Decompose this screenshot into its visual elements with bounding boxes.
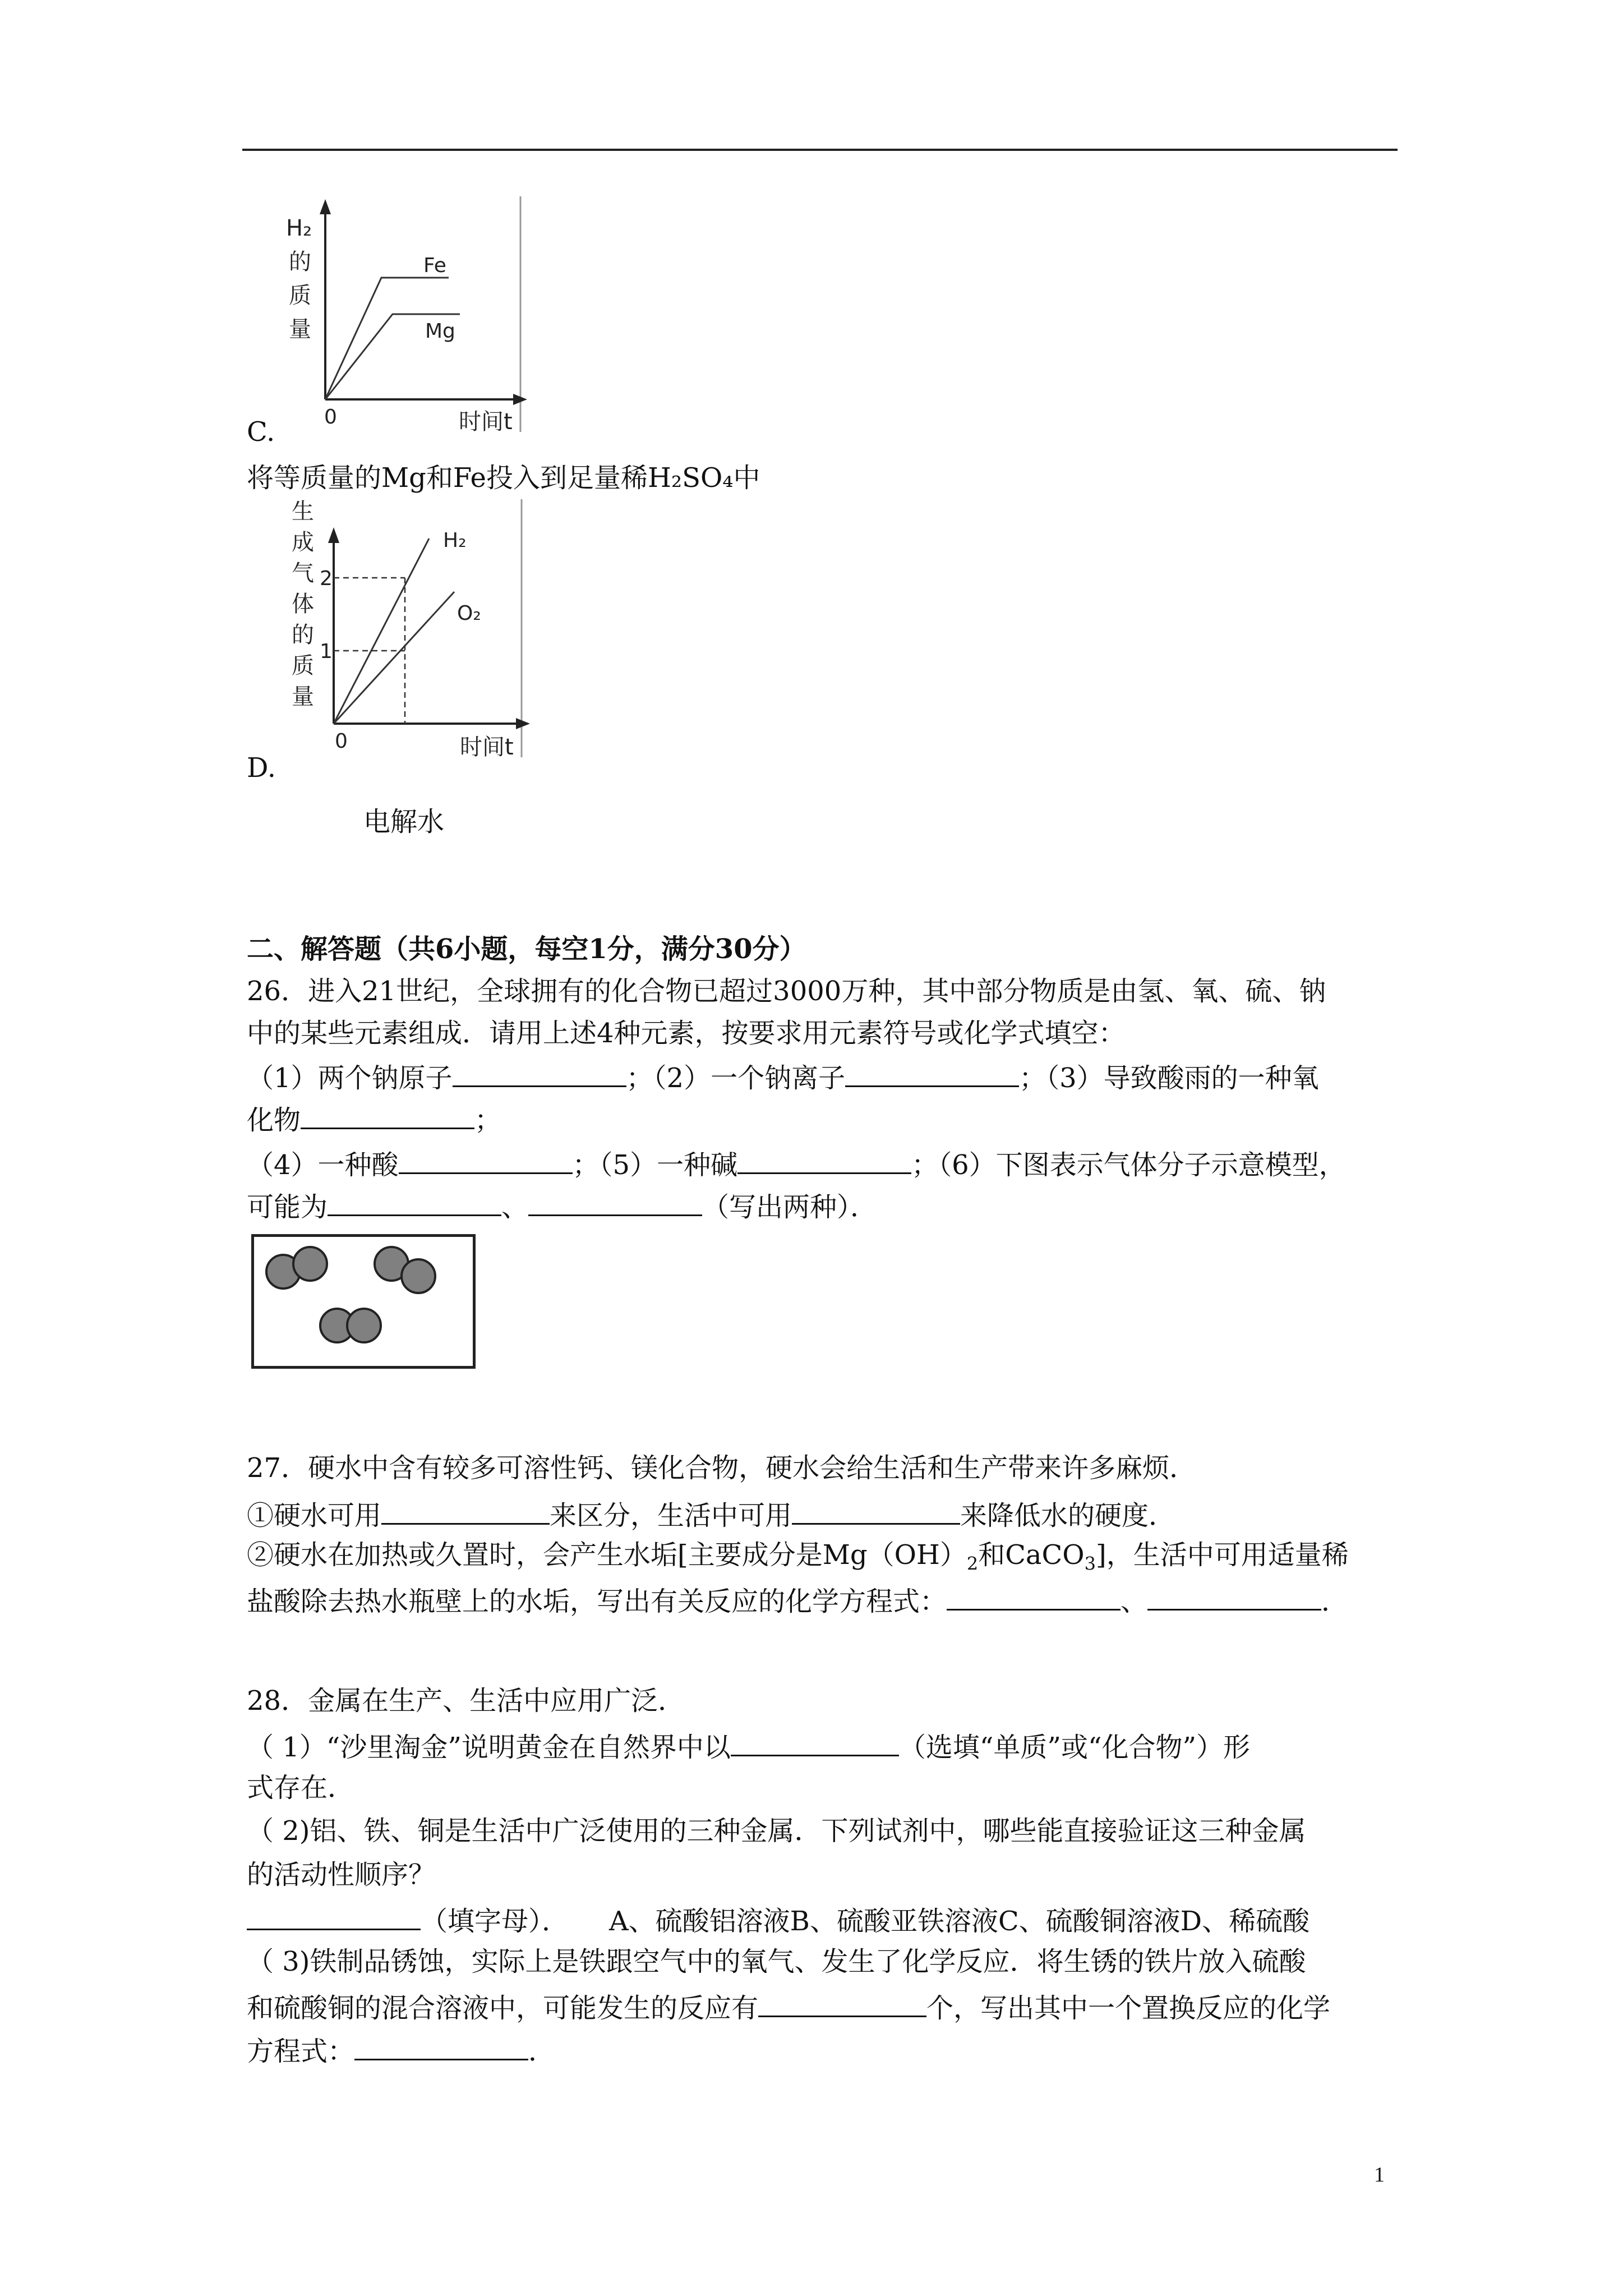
q28-part-3c: 方程式：: [247, 2036, 355, 2067]
q26-blank-5[interactable]: [737, 1144, 911, 1174]
figure-d-ylabel-3: 体: [292, 591, 314, 617]
figure-d-graph: [280, 494, 538, 763]
q26-blank-6[interactable]: [328, 1186, 501, 1216]
q28-line-6: [247, 1901, 1310, 1939]
q28-line-3: 式存在．: [247, 1772, 355, 1803]
section-title: 二、解答题（共6小题，每空1分，满分30分）: [247, 933, 806, 965]
q27-blank-2[interactable]: [792, 1495, 960, 1525]
figure-d-ylabel-5: 质: [292, 653, 314, 679]
q26-item-6-tail: （写出两种）．: [702, 1191, 878, 1223]
q28-blank-1[interactable]: [731, 1727, 899, 1756]
q27-blank-4[interactable]: [1147, 1581, 1321, 1611]
q28-part-1: （ 1）“沙里淘金”说明黄金在自然界中以: [247, 1732, 731, 1763]
figure-d-xlabel: 时间t: [460, 734, 514, 760]
q26-line-1: 26．进入21世纪，全球拥有的化合物已超过3000万种，其中部分物质是由氢、氧、硫、钠: [247, 976, 1326, 1007]
figure-d-ylabel-4: 的: [292, 622, 314, 648]
q26-blank-4[interactable]: [399, 1144, 573, 1174]
q28-part-2: （填字母）． A、硫酸铝溶液B、硫酸亚铁溶液C、硫酸铜溶液D、稀硫酸: [421, 1906, 1310, 1937]
q26-semicolon: ；: [474, 1105, 502, 1136]
page-number: 1: [1374, 2163, 1385, 2187]
q27-part-1b: 来区分，生活中可用: [550, 1500, 792, 1531]
q27-blank-1[interactable]: [381, 1495, 550, 1525]
q28-line-7: （ 3)铁制品锈蚀，实际上是铁跟空气中的氧气、发生了化学反应．将生锈的铁片放入硫酸: [247, 1946, 1306, 1977]
q28-part-3b: 个，写出其中一个置换反应的化学: [926, 1993, 1331, 2024]
q28-line-2: [247, 1727, 1250, 1765]
figure-c-series-mg: Mg: [425, 320, 455, 343]
figure-c-ylabel-3: 量: [289, 316, 311, 342]
q26-item-1: （1）两个钠原子: [247, 1062, 453, 1094]
q26-separator: 、: [501, 1191, 529, 1223]
figure-d-ylabel-1: 成: [292, 530, 314, 555]
q26-blank-3[interactable]: [301, 1099, 474, 1129]
q28-blank-2[interactable]: [247, 1901, 421, 1930]
q28-line-4: （ 2)铝、铁、铜是生活中广泛使用的三种金属．下列试剂中，哪些能直接验证这三种金属: [247, 1815, 1306, 1847]
header-rule: [242, 149, 1398, 151]
figure-d-tick-1: 1: [320, 640, 333, 663]
q27-part-2c: ]，生活中可用适量稀: [1095, 1539, 1349, 1571]
q26-line-6: [247, 1186, 877, 1225]
q26-blank-1[interactable]: [453, 1057, 626, 1087]
figure-d-ylabel-2: 气: [292, 560, 314, 586]
q26-line-2: 中的某些元素组成．请用上述4种元素，按要求用元素符号或化学式填空：: [247, 1018, 1126, 1049]
q27-part-2d: 盐酸除去热水瓶壁上的水垢，写出有关反应的化学方程式：: [247, 1586, 947, 1617]
option-c-label: C.: [247, 416, 275, 448]
q26-blank-2[interactable]: [845, 1057, 1019, 1087]
q28-line-9: [247, 2031, 555, 2069]
molecule-model-figure: [254, 1237, 473, 1366]
q27-part-2b: 和CaCO: [978, 1539, 1085, 1571]
q26-line-3: [247, 1057, 1319, 1096]
figure-c-ylabel-1: 的: [289, 249, 311, 275]
q28-line-1: 28．金属在生产、生活中应用广泛．: [247, 1685, 685, 1717]
q27-subscript-3: 3: [1084, 1553, 1096, 1575]
q27-line-3: [247, 1537, 1349, 1582]
q27-line-1: 27．硬水中含有较多可溶性钙、镁化合物，硬水会给生活和生产带来许多麻烦．: [247, 1452, 1197, 1484]
q28-line-5: 的活动性顺序？: [247, 1859, 436, 1890]
q28-period: ．: [528, 2036, 556, 2067]
q27-part-1: ①硬水可用: [247, 1500, 382, 1531]
figure-c-caption: 将等质量的Mg和Fe投入到足量稀H₂SO₄中: [247, 462, 760, 494]
figure-d-caption: 电解水: [363, 806, 445, 838]
option-d-label: D.: [247, 752, 276, 784]
figure-c-origin: 0: [324, 406, 337, 429]
q26-line-5: [247, 1144, 1346, 1183]
q27-period: ．: [1321, 1586, 1349, 1617]
figure-d-ylabel-6: 量: [292, 684, 314, 710]
figure-c-graph: [280, 191, 538, 438]
figure-c-xlabel: 时间t: [459, 409, 513, 435]
q27-line-2: [247, 1495, 1175, 1534]
q28-blank-3[interactable]: [758, 1987, 926, 2017]
figure-d-series-o2: O₂: [457, 602, 481, 625]
q28-blank-4[interactable]: [354, 2031, 528, 2060]
figure-d-tick-2: 2: [320, 567, 333, 590]
q26-item-3: ；（3）导致酸雨的一种氧: [1019, 1062, 1319, 1094]
q26-item-6: ；（6）下图表示气体分子示意模型，: [911, 1149, 1346, 1181]
figure-d-ylabel-0: 生: [292, 499, 314, 524]
q27-separator: 、: [1121, 1586, 1148, 1617]
q26-item-2: ；（2）一个钠离子: [626, 1062, 846, 1094]
q26-item-3-cont: 化物: [247, 1105, 301, 1136]
figure-c-series-fe: Fe: [423, 254, 446, 277]
molecule-model-box: [251, 1234, 476, 1369]
q26-item-5: ；（5）一种碱: [572, 1149, 738, 1181]
figure-c-ylabel-2: 质: [289, 283, 311, 309]
q28-line-8: [247, 1987, 1330, 2026]
q27-subscript-2: 2: [966, 1553, 979, 1575]
figure-d-origin: 0: [335, 730, 348, 753]
q26-item-4: （4）一种酸: [247, 1149, 399, 1181]
q26-line-4: [247, 1099, 501, 1138]
q27-part-1c: 来降低水的硬度．: [960, 1500, 1176, 1531]
figure-c-ylabel-0: H₂: [286, 215, 312, 241]
figure-d-series-h2: H₂: [443, 529, 467, 552]
q28-part-3: 和硫酸铜的混合溶液中，可能发生的反应有: [247, 1993, 759, 2024]
q27-blank-3[interactable]: [947, 1581, 1121, 1611]
q26-blank-7[interactable]: [528, 1186, 702, 1216]
q27-line-4: [247, 1581, 1348, 1619]
q27-part-2: ②硬水在加热或久置时，会产生水垢[主要成分是Mg（OH）: [247, 1539, 967, 1571]
q26-item-6-cont: 可能为: [247, 1191, 328, 1223]
q28-part-1b: （选填“单质”或“化合物”）形: [898, 1732, 1251, 1763]
